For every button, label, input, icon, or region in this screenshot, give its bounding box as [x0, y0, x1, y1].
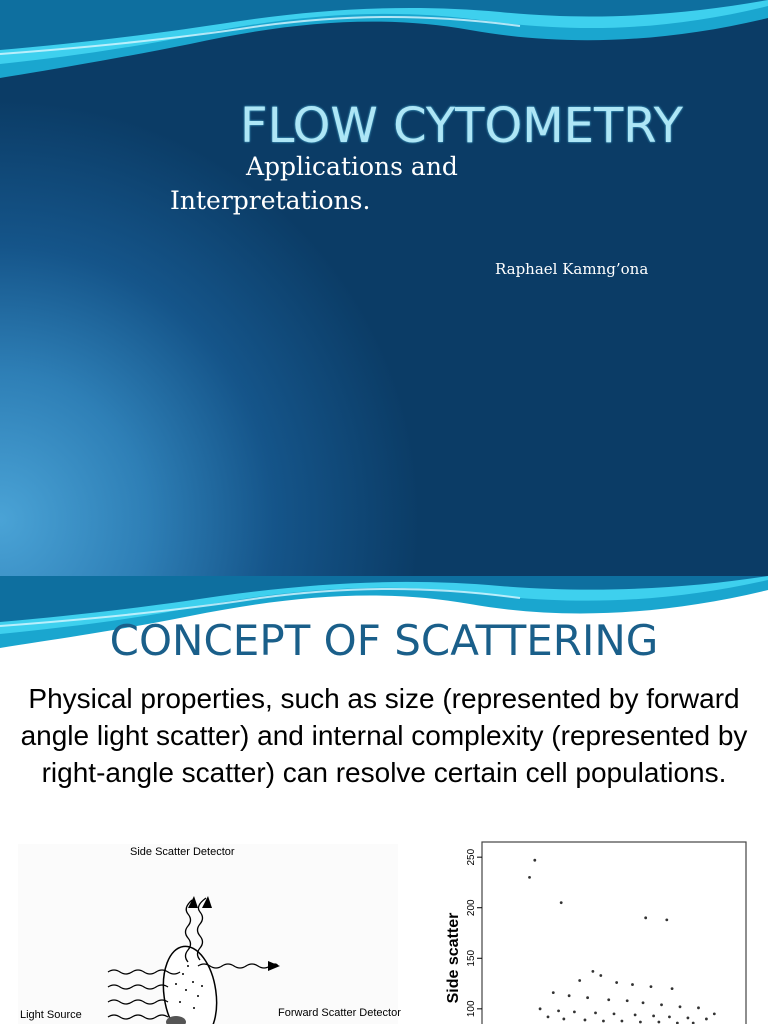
forward-scatter-detector-label: Forward Scatter Detector — [278, 1007, 401, 1019]
scatter-plot-svg — [434, 838, 750, 1024]
y-tick-label: 150 — [466, 949, 477, 967]
plot-frame — [482, 842, 746, 1024]
scatter-point — [547, 1016, 550, 1019]
scatter-point — [594, 1011, 597, 1014]
scatter-point — [626, 999, 629, 1002]
scatter-point — [602, 1020, 605, 1023]
content-slide — [0, 576, 768, 1024]
scatter-point — [578, 979, 581, 982]
scatter-point — [657, 1021, 660, 1024]
author-name: Raphael Kamng’ona — [495, 260, 649, 278]
scatter-point — [660, 1003, 663, 1006]
scatter-point — [560, 901, 563, 904]
scatter-point — [533, 859, 536, 862]
scatter-point — [679, 1005, 682, 1008]
scatter-point — [539, 1007, 542, 1010]
scatter-point — [599, 974, 602, 977]
scatter-point — [650, 985, 653, 988]
scatter-point — [568, 994, 571, 997]
scatter-point — [607, 998, 610, 1001]
scatter-point — [528, 876, 531, 879]
scatter-point — [573, 1010, 576, 1013]
scatter-point — [665, 918, 668, 921]
slide-title: FLOW CYTOMETRY — [240, 98, 683, 154]
scatter-point — [713, 1012, 716, 1015]
scatter-point — [631, 983, 634, 986]
scatter-point — [552, 991, 555, 994]
scatter-point — [613, 1012, 616, 1015]
y-tick-label: 100 — [466, 1000, 477, 1018]
scatter-point — [591, 970, 594, 973]
y-tick-label: 200 — [466, 899, 477, 917]
scatter-point — [671, 987, 674, 990]
y-tick-label: 250 — [466, 848, 477, 866]
scatter-point — [668, 1016, 671, 1019]
scatter-point — [697, 1006, 700, 1009]
scatter-point — [687, 1017, 690, 1020]
plot-area — [466, 842, 746, 1024]
slide-subtitle: Applications and Interpretations. — [170, 152, 458, 215]
scatter-point — [562, 1018, 565, 1021]
header-waves — [0, 0, 768, 90]
scatter-point — [639, 1021, 642, 1024]
side-scatter-plot — [434, 838, 750, 1024]
scatter-point — [621, 1020, 624, 1023]
scatter-point — [557, 1009, 560, 1012]
scatter-point — [615, 981, 618, 984]
scatter-point — [642, 1001, 645, 1004]
scatter-point — [705, 1018, 708, 1021]
scatter-point — [644, 916, 647, 919]
scattering-diagram — [18, 844, 401, 1024]
light-source-label: Light Source — [20, 1009, 82, 1021]
scatter-point — [652, 1015, 655, 1018]
side-scatter-detector-label: Side Scatter Detector — [130, 846, 235, 858]
diagram-drawing — [18, 844, 398, 1024]
y-axis-label: Side scatter — [445, 912, 462, 1004]
scatter-point — [586, 996, 589, 999]
slide-title: CONCEPT OF SCATTERING — [109, 616, 659, 665]
scatter-point — [634, 1014, 637, 1017]
slide-body-text: Physical properties, such as size (represented by forward angle light scatter) and internal complexity (represented by right-angle scatter) can resolve certain cell populations. — [20, 683, 748, 788]
scatter-point — [584, 1019, 587, 1022]
